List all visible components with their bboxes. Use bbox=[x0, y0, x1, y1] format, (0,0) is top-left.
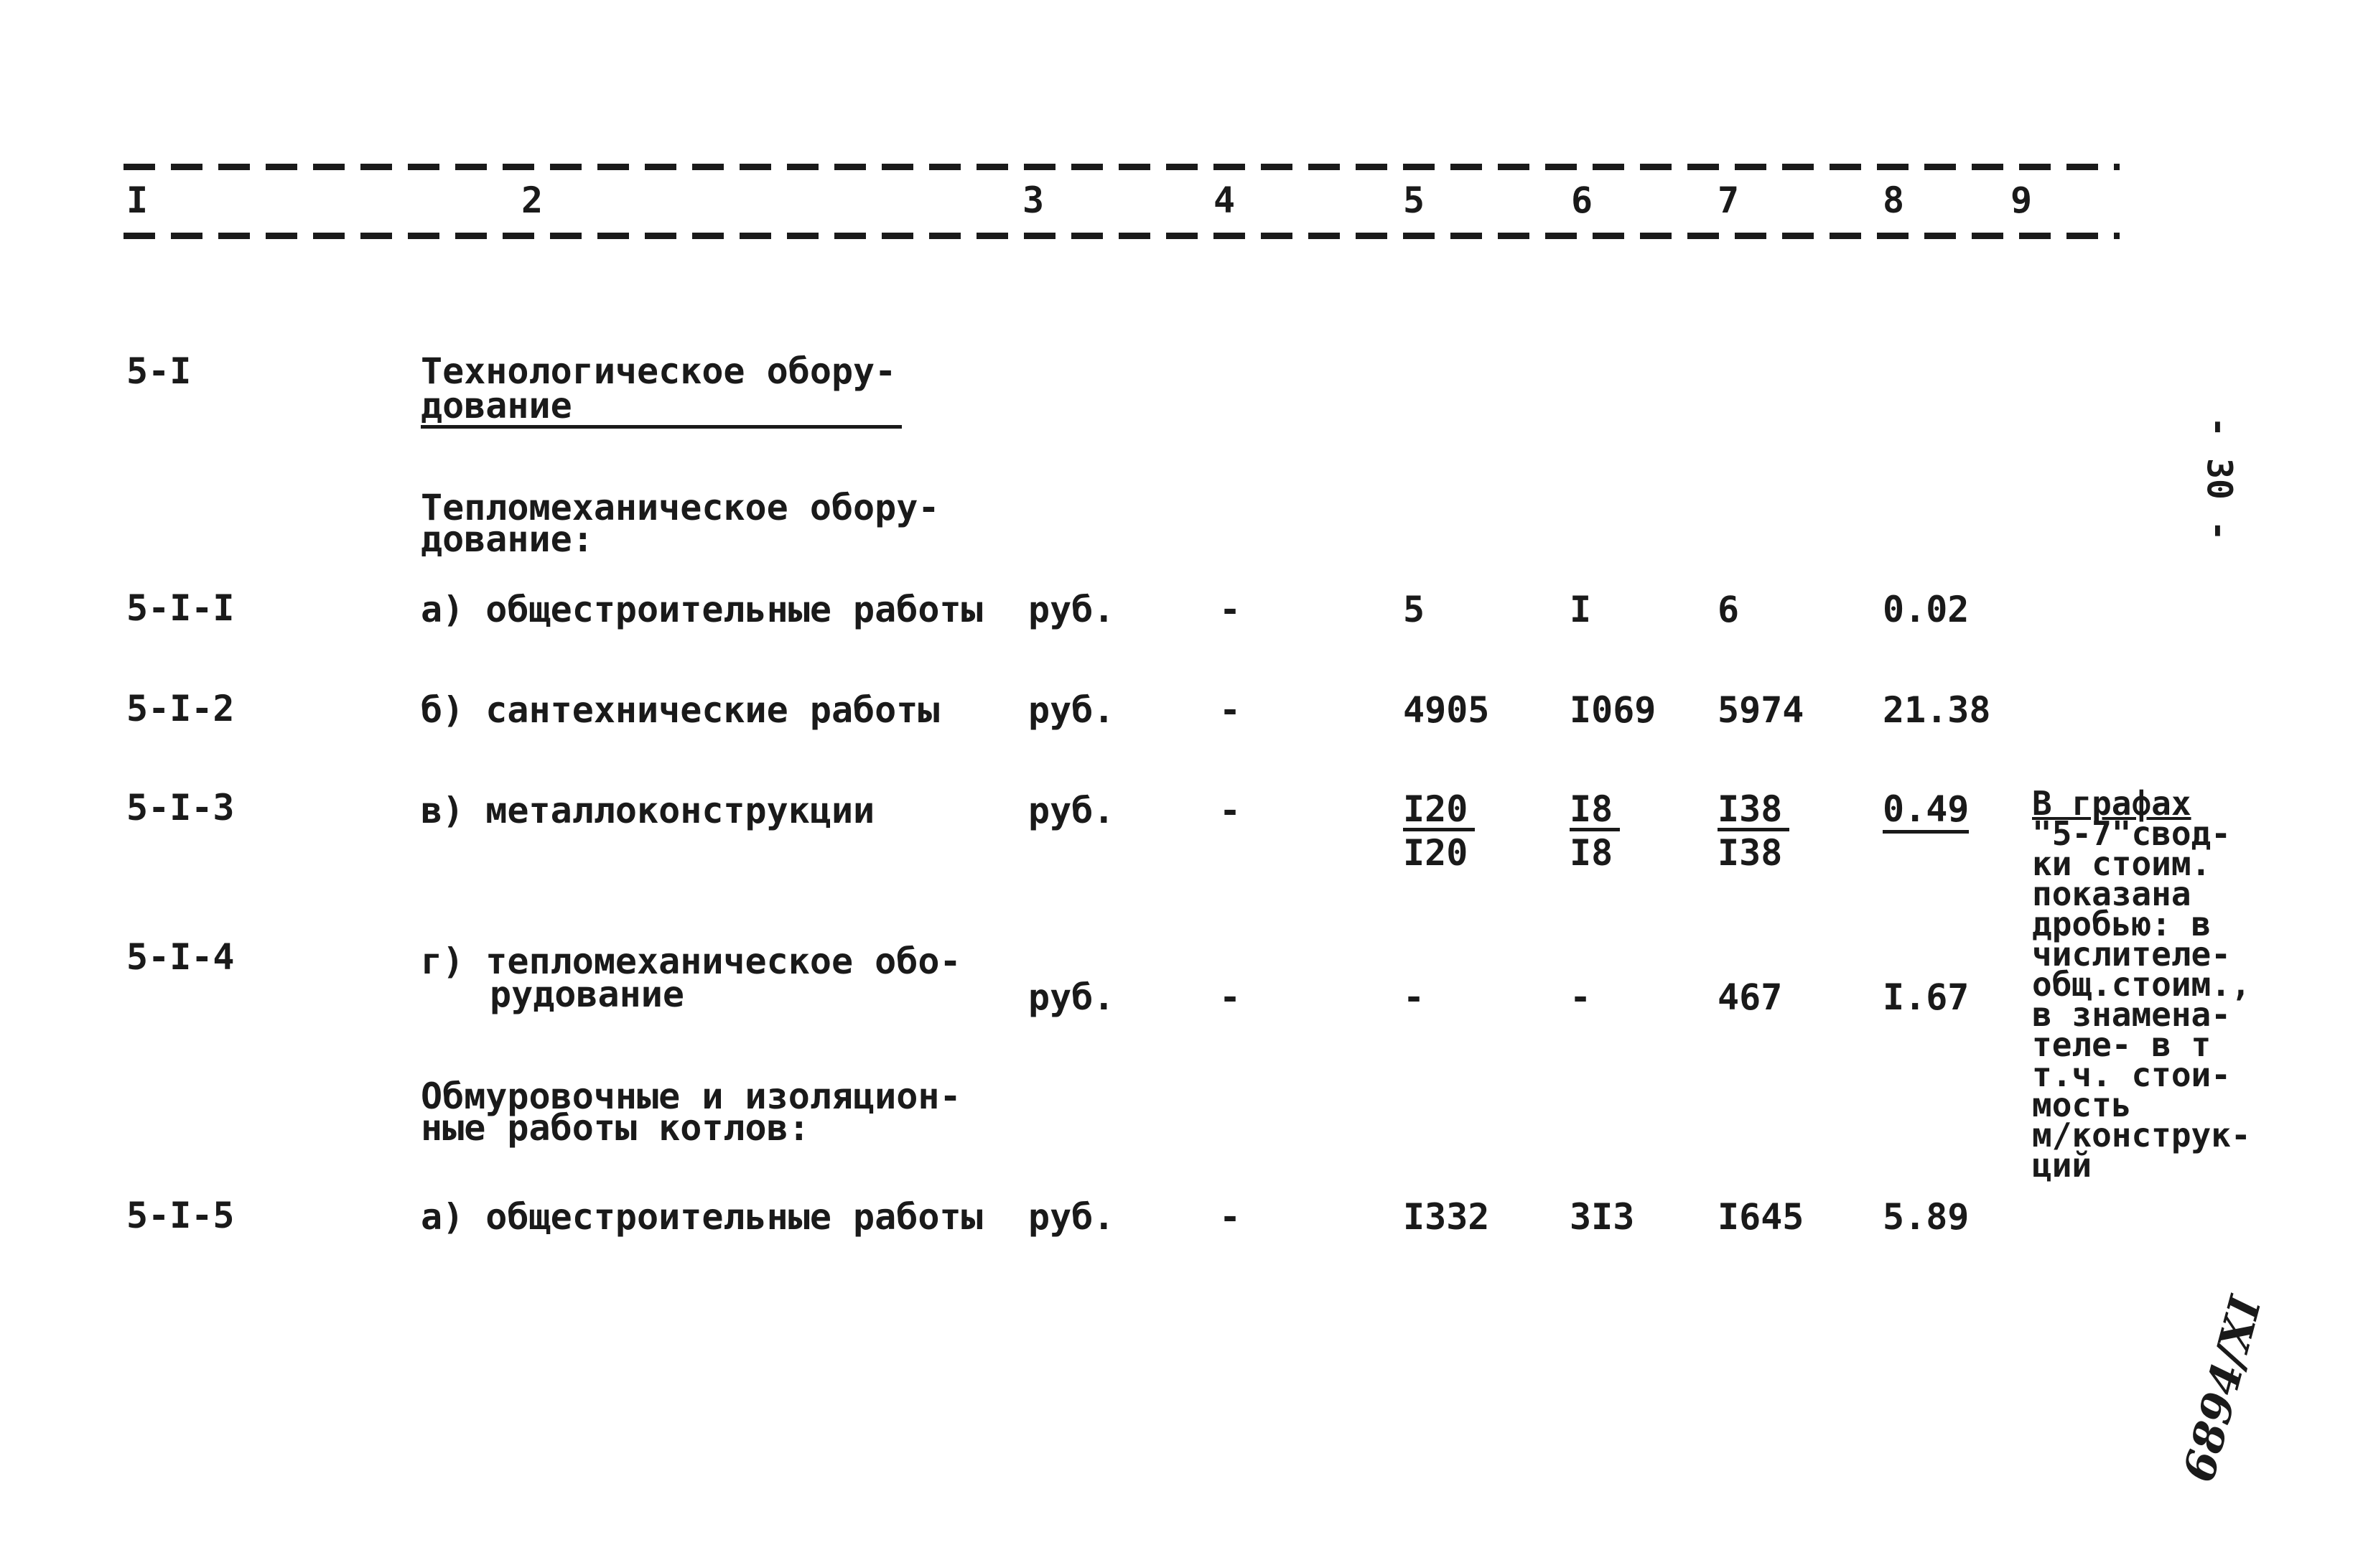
row-col6: 3I3 bbox=[1570, 1196, 1635, 1238]
row-code: 5-I-I bbox=[126, 587, 235, 629]
group-heading-line1: Обмуровочные и изоляцион- bbox=[421, 1075, 961, 1117]
row-col7: 6 bbox=[1718, 589, 1740, 630]
row-col4: - bbox=[1219, 976, 1241, 1018]
fraction-numerator: I8 bbox=[1570, 790, 1620, 831]
row-col5: 4905 bbox=[1403, 689, 1490, 731]
row-col7: I645 bbox=[1718, 1196, 1804, 1238]
row-name-line1: г) тепломеханическое обо- bbox=[421, 941, 961, 982]
row-col5-fraction bbox=[1403, 790, 1475, 874]
row-col8: I.67 bbox=[1883, 976, 1970, 1018]
section-title-line1: Технологическое обору- bbox=[421, 350, 897, 392]
column-header-9: 9 bbox=[2010, 179, 2033, 221]
row-col7: 467 bbox=[1718, 976, 1783, 1018]
row-unit: руб. bbox=[1028, 790, 1115, 831]
row-col6: - bbox=[1570, 976, 1592, 1018]
column-header-7: 7 bbox=[1718, 179, 1740, 221]
row-col5: 5 bbox=[1403, 589, 1425, 630]
note-line: т.ч. стои- bbox=[2032, 1055, 2231, 1094]
row-col4: - bbox=[1219, 1196, 1241, 1238]
group-heading-line1: Тепломеханическое обору- bbox=[421, 487, 940, 528]
section-title bbox=[421, 352, 902, 429]
note-line: ций bbox=[2032, 1146, 2092, 1185]
note-line: В графах bbox=[2032, 784, 2191, 823]
fraction-denominator: I38 bbox=[1718, 832, 1783, 874]
row-col8: 21.38 bbox=[1883, 689, 1991, 731]
fraction-numerator: I20 bbox=[1403, 790, 1475, 831]
column-header-1: I bbox=[126, 179, 149, 221]
row-unit: руб. bbox=[1028, 689, 1115, 731]
row-col8: 5.89 bbox=[1883, 1196, 1970, 1238]
note-line: м/конструк- bbox=[2032, 1116, 2251, 1154]
row-name bbox=[421, 942, 961, 1014]
row-name: в) металлоконструкции bbox=[421, 790, 875, 831]
note-line: показана bbox=[2032, 874, 2191, 913]
page-number: - 30 - bbox=[2199, 416, 2240, 541]
row-code: 5-I-3 bbox=[126, 787, 235, 829]
row-col7: 5974 bbox=[1718, 689, 1804, 731]
column-header-8: 8 bbox=[1883, 179, 1905, 221]
column-header-4: 4 bbox=[1213, 179, 1236, 221]
column-header-3: 3 bbox=[1022, 179, 1045, 221]
row-code: 5-I-5 bbox=[126, 1195, 235, 1236]
row-col6-fraction bbox=[1570, 790, 1620, 874]
note-line: дробью: в bbox=[2032, 905, 2212, 943]
group-heading-thermomechanical bbox=[421, 488, 939, 559]
header-top-dashed-rule bbox=[124, 164, 2120, 170]
column9-note bbox=[2032, 784, 2251, 1185]
row-name: а) общестроительные работы bbox=[421, 589, 983, 630]
row-code: 5-I-4 bbox=[126, 936, 235, 978]
row-name-line2: рудование bbox=[490, 974, 684, 1015]
row-col4: - bbox=[1219, 589, 1241, 630]
row-col8: 0.49 bbox=[1883, 790, 1969, 834]
section-code: 5-I bbox=[126, 350, 192, 392]
row-unit: руб. bbox=[1028, 1196, 1115, 1238]
note-line: теле- в т bbox=[2032, 1025, 2212, 1064]
group-heading-line2: ные работы котлов: bbox=[421, 1107, 810, 1149]
row-col4: - bbox=[1219, 790, 1241, 831]
archive-stamp: 6894/XI bbox=[2173, 1291, 2272, 1488]
row-col6: I bbox=[1570, 589, 1592, 630]
section-title-line2: дование bbox=[421, 386, 902, 429]
row-col5: I332 bbox=[1403, 1196, 1490, 1238]
row-name: б) сантехнические работы bbox=[421, 689, 940, 731]
group-heading-line2: дование: bbox=[421, 518, 594, 560]
fraction-numerator: I38 bbox=[1718, 790, 1789, 831]
row-col7-fraction bbox=[1718, 790, 1789, 874]
row-unit: руб. bbox=[1028, 589, 1115, 630]
row-col5: - bbox=[1403, 976, 1425, 1018]
note-line: общ.стоим., bbox=[2032, 965, 2251, 1004]
note-line: в знамена- bbox=[2032, 995, 2231, 1034]
row-unit: руб. bbox=[1028, 976, 1115, 1018]
row-col6: I069 bbox=[1570, 689, 1656, 731]
header-bottom-dashed-rule bbox=[124, 233, 2120, 239]
fraction-denominator: I8 bbox=[1570, 832, 1613, 874]
row-name: а) общестроительные работы bbox=[421, 1196, 983, 1238]
group-heading-lining-insulation bbox=[421, 1077, 961, 1147]
row-col4: - bbox=[1219, 689, 1241, 731]
row-code: 5-I-2 bbox=[126, 688, 235, 729]
column-header-6: 6 bbox=[1571, 179, 1593, 221]
fraction-denominator: I20 bbox=[1403, 832, 1468, 874]
note-line: мость bbox=[2032, 1086, 2132, 1124]
column-header-2: 2 bbox=[521, 179, 544, 221]
note-line: "5-7"свод- bbox=[2032, 814, 2231, 853]
note-line: ки стоим. bbox=[2032, 844, 2212, 883]
row-col8: 0.02 bbox=[1883, 589, 1970, 630]
note-line: числителе- bbox=[2032, 935, 2231, 974]
column-header-5: 5 bbox=[1403, 179, 1425, 221]
